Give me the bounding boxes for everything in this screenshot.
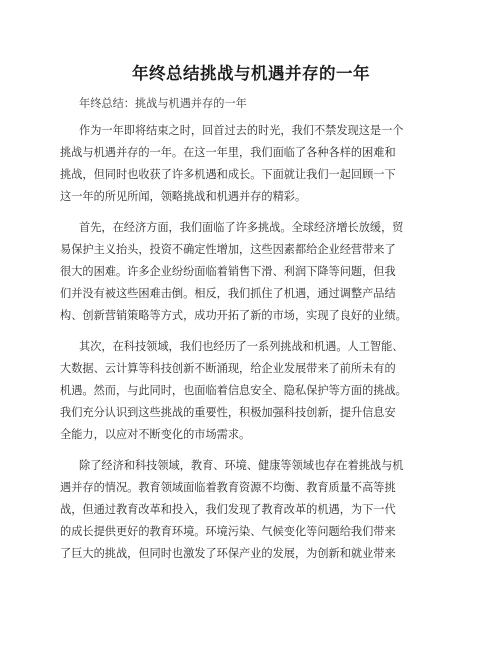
paragraph-line: 们并没有被这些困难击倒。相反，我们抓住了机遇，通过调整产品结 [60,287,396,300]
paragraph-line: 首先，在经济方面，我们面临了许多挑战。全球经济增长放缓，贸 [79,221,404,234]
paragraph-line: 我们充分认识到这些挑战的重要性，积极加强科技创新，提升信息安 [60,406,396,419]
paragraph-4 [60,455,460,565]
paragraph-line: 全能力，以应对不断变化的市场需求。 [60,428,251,441]
paragraph-line: 了巨大的挑战，但同时也激发了环保产业的发展，为创新和就业带来 [60,547,396,560]
paragraph-line: 机遇。然而，与此同时，也面临着信息安全、隐私保护等方面的挑战。 [60,384,407,397]
paragraph-line: 作为一年即将结束之时，回首过去的时光，我们不禁发现这是一个 [79,124,404,137]
paragraph-line: 战，但通过教育改革和投入，我们发现了教育改革的机遇，为下一代 [60,503,396,516]
paragraph-3 [60,336,460,446]
paragraph-line: 很大的困难。许多企业纷纷面临着销售下滑、利润下降等问题，但我 [60,265,396,278]
paragraph-line: 挑战与机遇并存的一年。在这一年里，我们面临了各种各样的困难和 [60,146,396,159]
paragraph-line: 遇并存的情况。教育领域面临着教育资源不均衡、教育质量不高等挑 [60,481,396,494]
paragraph-line: 的成长提供更好的教育环境。环境污染、气候变化等问题给我们带来 [60,525,396,538]
paragraph-line: 这一年的所见所闻，领略挑战和机遇并存的精彩。 [60,190,307,203]
paragraph-line: 除了经济和科技领域，教育、环境、健康等领域也存在着挑战与机 [79,459,404,472]
paragraph-line: 易保护主义抬头，投资不确定性增加，这些因素都给企业经营带来了 [60,243,396,256]
document-title: 年终总结挑战与机遇并存的一年 [132,64,370,83]
paragraph-1 [60,120,460,208]
paragraph-line: 大数据、云计算等科技创新不断涌现，给企业发展带来了前所未有的 [60,362,396,375]
paragraph-2 [60,217,460,327]
document-subtitle: 年终总结：挑战与机遇并存的一年 [79,97,247,110]
paragraph-line: 构、创新营销策略等方式，成功开拓了新的市场，实现了良好的业绩。 [60,309,407,322]
paragraph-line: 挑战，但同时也收获了许多机遇和成长。下面就让我们一起回顾一下 [60,168,396,181]
paragraph-line: 其次，在科技领域，我们也经历了一系列挑战和机遇。人工智能、 [79,340,404,353]
